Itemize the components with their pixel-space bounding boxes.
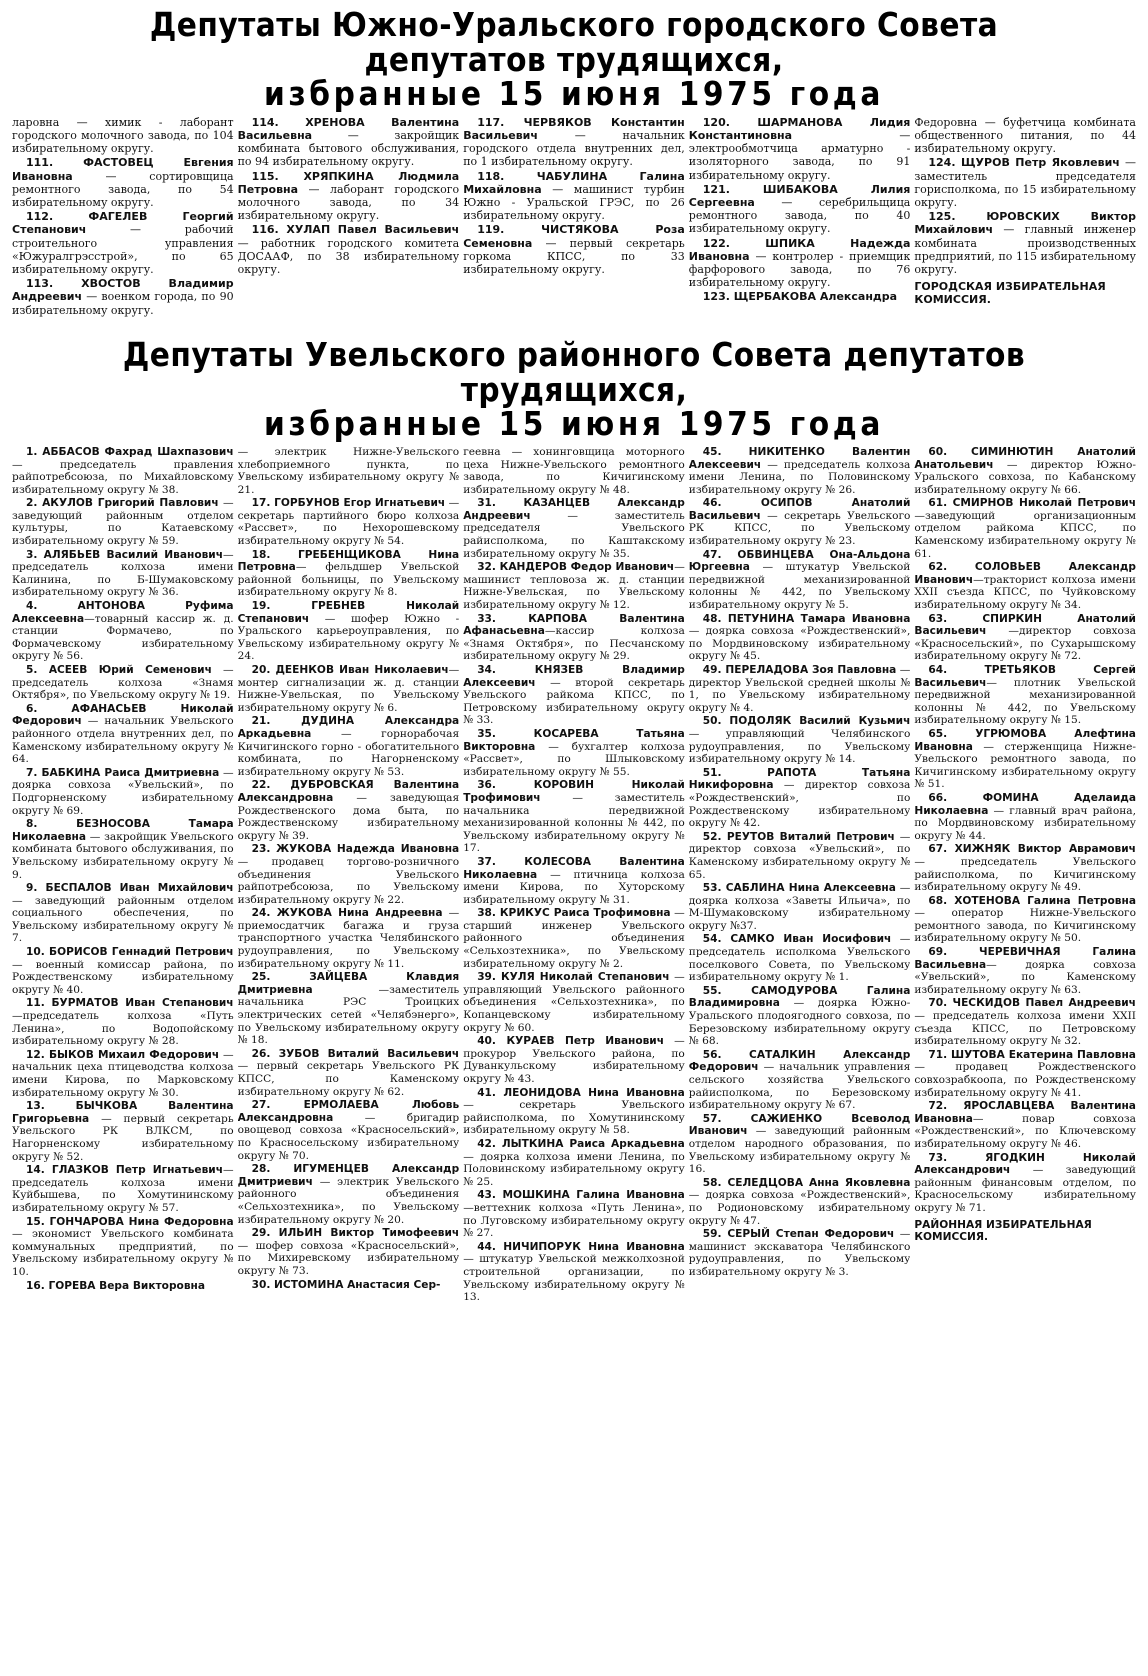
entry-continuation: — электрик Нижне-Увельского хлебоприемного пункта, по Увельскому избирательному округу № 21. [237, 445, 460, 496]
deputy-entry [914, 895, 1136, 945]
city-council-title-line2: избранные 15 июня 1975 года [264, 74, 884, 114]
deputy-description: — машинист турбин Южно - Уральской ГРЭС, по 26 избирательному округу. [463, 182, 685, 223]
deputy-entry [689, 183, 911, 236]
deputy-name: 58. СЕЛЕДЦОВА Анна Яковлевна [702, 1176, 911, 1189]
deputy-name: 39. КУЛЯ Николай Степанович [477, 971, 670, 984]
deputy-entry [463, 223, 685, 276]
deputy-description: — закройщик комбината бытового обслуживания, по 94 избирательному округу. [237, 129, 460, 169]
deputy-name: 68. ХОТЕНОВА Галина Петровна [928, 894, 1136, 907]
deputy-description: — бухгалтер колхоза «Рассвет», по Шлыковскому избирательному округу № 55. [463, 740, 685, 778]
deputy-entry [12, 1049, 234, 1099]
deputy-description: —кассир колхоза «Знамя Октября», по Песчанскому избирательному округу № 29. [463, 625, 685, 663]
deputy-name: 14. ГЛАЗКОВ Петр Игнатьевич [26, 1164, 223, 1177]
deputy-entry [914, 792, 1136, 842]
entry-continuation: Федоровна — буфетчица комбината общественного питания, по 44 избирательному округу. [914, 115, 1136, 156]
city-council-title-line1: Депутаты Южно-Уральского городского Совета депутатов трудящихся, [149, 5, 999, 79]
deputy-description: — директор Увельской средней школы № 1, по Увельскому избирательному округу № 4. [688, 664, 911, 714]
deputy-name: 62. СОЛОВЬЕВ Александр Иванович [914, 561, 1136, 586]
deputy-description: — заместитель начальника передвижной механизированной колонны № 442, по Увельскому избирательному округу № 17. [463, 791, 685, 855]
deputy-description: — начальник управления сельского хозяйства Увельского райисполкома, по Березовскому избирательному округу № 67. [688, 1061, 911, 1112]
deputy-name: 25. ЗАЙЦЕВА Клавдия Дмитриевна [237, 971, 460, 996]
deputy-name: 71. ШУТОВА Екатерина Павловна [928, 1048, 1136, 1061]
deputy-name: 121. ШИБАКОВА Лилия Сергеевна [688, 182, 911, 210]
deputy-entry [914, 1152, 1136, 1215]
deputy-entry [12, 277, 234, 317]
deputy-entry [463, 1189, 685, 1239]
deputy-description: —монтер сигнализации ж. д. станции Нижне-Увельская, по Увельскому избирательному округу № 6. [237, 664, 460, 714]
text-column [914, 116, 1136, 351]
deputy-name: 23. ЖУКОВА Надежда Ивановна [251, 843, 460, 856]
deputy-entry [12, 210, 234, 276]
deputy-description: — военком города, по 90 избирательному округу. [12, 290, 234, 317]
deputy-entry [463, 971, 685, 1034]
deputy-name: 72. ЯРОСЛАВЦЕВА Валентина Ивановна [914, 1100, 1136, 1125]
deputy-name: 67. ХИЖНЯК Виктор Аврамович [928, 843, 1136, 856]
deputy-name: 52. РЕУТОВ Виталий Петрович [702, 830, 895, 843]
deputy-entry [12, 549, 234, 599]
deputy-name: 33. КАРПОВА Валентина Афанасьевна [463, 612, 685, 638]
deputy-name: 114. ХРЕНОВА Валентина Васильевна [237, 115, 460, 143]
deputy-description: —заместитель начальника РЭС Троицких электрических сетей «Челябэнерго», по Увельскому избирательному округу № 18. [237, 983, 460, 1047]
deputy-name: 73. ЯГОДКИН Николай Александрович [914, 1151, 1136, 1177]
deputy-description: — заведующий районным отделом народного образования, по Увельскому избирательному округу № 16. [688, 1125, 911, 1176]
deputy-name: 18. ГРЕБЕНЩИКОВА Нина Петровна [237, 548, 460, 574]
deputy-entry [238, 600, 460, 663]
deputy-description: — директор Южно-Уральского совхоза, по Кабанскому избирательному округу № 66. [914, 458, 1136, 496]
deputy-entry [12, 767, 234, 817]
deputy-name: 51. РАПОТА Татьяна Никифоровна [688, 766, 911, 792]
text-column [463, 446, 685, 1676]
deputy-entry [914, 1049, 1136, 1099]
deputy-description: — стерженщица Нижне-Увельского ремонтного завода, по Кичигинскому избирательному округу № 51. [914, 740, 1136, 791]
deputy-description: — шофер Южно - Уральского карьероуправления, по Увельскому избирательному округу № 24. [237, 612, 460, 663]
deputy-description: — заведующий районным отделом социального обеспечения, по Увельскому избирательному округу № 7. [12, 894, 234, 945]
commission-signature: РАЙОННАЯ ИЗБИРАТЕЛЬНАЯ КОМИССИЯ. [914, 1218, 1092, 1244]
deputy-entry [914, 997, 1136, 1047]
deputy-name: 57. САЖИЕНКО Всеволод Иванович [688, 1112, 911, 1138]
deputy-description: — сортировщица ремонтного завода, по 54 избирательному округу. [12, 169, 234, 210]
deputy-entry [689, 1177, 911, 1227]
deputy-entry [689, 290, 911, 303]
deputy-entry [689, 1228, 911, 1278]
deputy-name: 118. ЧАБУЛИНА Галина Михайловна [463, 169, 685, 196]
deputy-description: — первый секретарь Увельского РК ВЛКСМ, по Нагорненскому избирательному округу № 52. [12, 1112, 234, 1163]
deputy-description: — прокурор Увельского района, по Дуванкульскому избирательному округу № 43. [463, 1035, 685, 1086]
deputy-description: — главный инженер комбината производственных предприятий, по 115 избирательному округу. [914, 223, 1136, 276]
deputy-entry [463, 664, 685, 727]
deputy-name: 69. ЧЕРЕВИЧНАЯ Галина Васильевна [914, 946, 1136, 971]
deputy-name: 37. КОЛЕСОВА Валентина Николаевна [463, 855, 685, 881]
deputy-name: 1. АББАСОВ Фахрад Шахпазович [26, 445, 234, 458]
deputy-name: 42. ЛЫТКИНА Раиса Аркадьевна [477, 1137, 685, 1150]
deputy-name: 8. БЕЗНОСОВА Тамара Николаевна [12, 818, 234, 843]
deputy-name: 70. ЧЕСКИДОВ Павел Андреевич [928, 997, 1136, 1010]
deputy-entry [238, 779, 460, 842]
deputy-entry [463, 116, 685, 169]
deputy-description: — электрообмотчица арматурно - изоляторного завода, по 91 избирательному округу. [688, 129, 911, 182]
deputy-entry [238, 170, 460, 223]
text-column [238, 116, 460, 351]
deputy-description: — доярка колхоза «Заветы Ильича», по М-Шумаковскому избирательному округу №37. [688, 882, 911, 932]
deputy-name: 122. ШПИКА Надежда Ивановна [688, 236, 911, 263]
deputy-name: 65. УГРЮМОВА Алефтина Ивановна [914, 727, 1136, 753]
deputy-name: 60. СИМИНЮТИН Анатолий Анатольевич [914, 445, 1136, 471]
deputy-description: — закройщик Увельского комбината бытового обслуживания, по Увельскому избирательному округу № 9. [12, 830, 234, 881]
district-council-section [12, 335, 1136, 1676]
deputy-name: 2. АКУЛОВ Григорий Павлович [26, 497, 219, 510]
deputy-name: 50. ПОДОЛЯК Василий Кузьмич [702, 715, 911, 728]
deputy-description: — первый секретарь горкома КПСС, по 33 избирательному округу. [463, 236, 685, 276]
deputy-entry [12, 600, 234, 663]
deputy-description: — экономист Увельского комбината коммунальных предприятий, по Увельскому избирательному округу № 10. [12, 1228, 234, 1278]
deputy-name: 56. САТАЛКИН Александр Федорович [688, 1048, 911, 1074]
deputy-entry [12, 703, 234, 766]
deputy-name: 53. САБЛИНА Нина Алексеевна [702, 882, 896, 895]
text-column [689, 446, 911, 1676]
deputy-description: — фельдшер Увельской районной больницы, по Увельскому избирательному округу № 8. [237, 561, 460, 599]
deputy-description: — заведующий районным отделом культуры, по Катаевскому избирательному округу № 59. [12, 497, 234, 548]
deputy-entry [463, 856, 685, 906]
deputy-entry [689, 613, 911, 663]
city-council-columns [12, 116, 1136, 351]
deputy-description: —машинист тепловоза ж. д. станции Нижне-Увельская, по Увельскому избирательному округу № 12. [463, 561, 685, 612]
deputy-entry [689, 549, 911, 612]
deputy-entry [914, 156, 1136, 209]
deputy-name: 15. ГОНЧАРОВА Нина Федоровна [26, 1215, 234, 1228]
deputy-description: — начальник Увельского районного отдела внутренних дел, по Каменскому избирательному округу № 64. [12, 715, 234, 766]
entry-continuation: ларовна — химик - лаборант городского молочного завода, по 104 избирательному округу. [12, 115, 234, 156]
deputy-description: — доярка Южно-Уральского плодоягодного совхоза, по Березовскому избирательному округу № 68. [688, 997, 911, 1048]
deputy-description: —директор совхоза «Красносельский», по Сухарышскому избирательному округу № 72. [914, 625, 1136, 663]
deputy-entry [12, 946, 234, 996]
deputy-name: 21. ДУДИНА Александра Аркадьевна [237, 715, 460, 740]
deputy-entry [463, 1035, 685, 1085]
deputy-entry [238, 715, 460, 778]
deputy-description: — повар совхоза «Рождественский», по Ключевскому избирательному округу № 46. [914, 1112, 1136, 1150]
deputy-description: —товарный кассир ж. д. станции Формачево, по Формачевскому избирательному округу № 56. [12, 612, 234, 663]
deputy-name: 49. ПЕРЕЛАДОВА Зоя Павловна [702, 664, 897, 677]
deputy-name: 31. КАЗАНЦЕВ Александр Андреевич [463, 497, 685, 522]
deputy-description: — секретарь Увельского райисполкома, по Хомутининскому избирательному округу № 58. [463, 1099, 685, 1137]
deputy-entry [914, 561, 1136, 611]
deputy-entry [12, 997, 234, 1047]
deputy-entry [12, 882, 234, 945]
deputy-entry [689, 1113, 911, 1176]
deputy-entry [914, 613, 1136, 663]
deputy-description: — управляющий Челябинского рудоуправления, по Увельскому избирательному округу № 14. [688, 727, 911, 766]
deputy-name: 17. ГОРБУНОВ Егор Игнатьевич [251, 497, 446, 510]
deputy-description: —председатель колхоза «Путь Ленина», по Водопойскому избирательному округу № 28. [12, 1010, 234, 1048]
deputy-description: — доярка совхоза «Увельский», по Подгорненскому избирательному округу № 69. [12, 766, 234, 817]
deputy-entry [689, 116, 911, 182]
deputy-name: 55. САМОДУРОВА Галина Владимировна [688, 984, 911, 1010]
deputy-name: 120. ШАРМАНОВА Лидия Константиновна [688, 115, 911, 143]
deputy-entry [914, 497, 1136, 560]
deputy-description: —заместитель председателя горисполкома, по 15 избирательному округу. [914, 156, 1136, 210]
city-council-section [12, 5, 1136, 351]
deputy-description: — доярка колхоза имени Ленина, по Половинскому избирательному округу № 25. [463, 1150, 685, 1188]
deputy-entry [914, 446, 1136, 496]
deputy-name: 115. ХРЯПКИНА Людмила Петровна [237, 169, 460, 196]
deputy-name: 63. СПИРКИН Анатолий Васильевич [914, 612, 1136, 638]
deputy-description: — контролер - приемщик фарфорового завода, по 76 избирательному округу. [688, 249, 911, 290]
deputy-name: 125. ЮРОВСКИХ Виктор Михайлович [914, 210, 1136, 237]
deputy-name: 44. НИЧИПОРУК Нина Ивановна [477, 1240, 685, 1253]
deputy-name: 111. ФАСТОВЕЦ Евгения Ивановна [12, 156, 234, 183]
deputy-entry [914, 843, 1136, 893]
deputy-name: 61. СМИРНОВ Николай Петрович [928, 497, 1136, 510]
text-column [12, 116, 234, 351]
deputy-description: — горнорабочая Кичигинского горно - обогатительного комбината, по Нагорненскому избирательному округу № 53. [237, 727, 460, 778]
deputy-name: 24. ЖУКОВА Нина Андреевна [251, 907, 443, 920]
deputy-description: — начальник городского отдела внутренних дел, по 1 избирательному округу. [463, 129, 685, 169]
deputy-description: —управляющий Увельского районного объединения «Сельхозтехника», по Копанцевскому избирательному округу № 60. [463, 971, 685, 1034]
deputy-description: — председатель колхоза имени Калинина, по Б-Шумаковскому избирательному округу № 36. [12, 548, 234, 599]
deputy-name: 28. ИГУМЕНЦЕВ Александр Дмитриевич [237, 1163, 460, 1188]
deputy-name: 26. ЗУБОВ Виталий Васильевич [251, 1047, 460, 1060]
deputy-description: — заведующий районным финансовым отделом, по Красносельскому избирательному округу № 71. [914, 1164, 1136, 1214]
deputy-name: 35. КОСАРЕВА Татьяна Викторовна [463, 727, 685, 753]
deputy-name: 64. ТРЕТЬЯКОВ Сергей Васильевич [914, 664, 1136, 689]
deputy-entry [12, 818, 234, 881]
deputy-name: 5. АСЕЕВ Юрий Семенович [26, 664, 212, 677]
deputy-description: —приемосдатчик багажа и груза транспортного участка Челябинского рудоуправления, по Увельскому избирательному округу № 11. [237, 907, 460, 970]
deputy-entry [12, 156, 234, 209]
deputy-entry [689, 497, 911, 547]
deputy-description: — секретарь Увельского РК КПСС, по Увельскому избирательному округу № 23. [688, 509, 911, 548]
deputy-description: — председатель Увельского райисполкома, по Кичигинскому избирательному округу № 49. [914, 855, 1136, 894]
deputy-name: 12. БЫКОВ Михаил Федорович [26, 1048, 220, 1061]
deputy-name: 9. БЕСПАЛОВ Иван Михайлович [26, 882, 234, 895]
deputy-description: — продавец Рождественского совхозрабкоопа, по Рождественскому избирательному округу № 41. [914, 1061, 1136, 1099]
text-column [238, 446, 460, 1676]
deputy-description: — председатель правления райпотребсоюза, по Михайловскому избирательному округу № 38. [12, 458, 234, 496]
deputy-name: 30. ИСТОМИНА Анастасия Сер- [251, 1278, 441, 1291]
deputy-entry [463, 613, 685, 663]
deputy-description: —тракторист колхоза имени XXII съезда КПСС, по Чуйковскому избирательному округу № 34. [914, 573, 1136, 612]
deputy-name: 124. ЩУРОВ Петр Яковлевич [928, 156, 1120, 170]
deputy-description: — рабочий строительного управления «Южуралгрэсстрой», по 65 избирательному округу. [12, 223, 234, 276]
deputy-description: —веттехник колхоза «Путь Ленина», по Луговскому избирательному округу № 27. [463, 1201, 685, 1240]
text-column [689, 116, 911, 351]
deputy-name: 43. МОШКИНА Галина Ивановна [477, 1189, 685, 1202]
commission-signature: ГОРОДСКАЯ ИЗБИРАТЕЛЬНАЯ КОМИССИЯ. [914, 280, 1106, 307]
deputy-entry [689, 882, 911, 932]
deputy-description: — председатель колхоза имени XXII съезда КПСС, по Петровскому избирательному округу № 32. [914, 1010, 1136, 1048]
deputy-entry [238, 1279, 460, 1292]
deputy-name: 13. БЫЧКОВА Валентина Григорьевна [12, 1100, 234, 1125]
deputy-description: —заведующий организационным отделом райкома КПСС, по Каменскому избирательному округу № 61. [914, 509, 1136, 560]
deputy-name: 19. ГРЕБНЕВ Николай Степанович [237, 600, 460, 625]
deputy-description: — главный врач района, по Мордвиновскому избирательному округу № 44. [914, 804, 1136, 842]
deputy-entry [463, 497, 685, 560]
deputy-entry [463, 1138, 685, 1188]
deputy-name: 29. ИЛЬИН Виктор Тимофеевич [251, 1227, 460, 1240]
deputy-entry [463, 907, 685, 970]
deputy-entry [12, 664, 234, 702]
deputy-description: — штукатур Увельской межколхозной строительной организации, по Увельскому избирательному округу № 13. [463, 1253, 685, 1304]
deputy-entry [914, 1100, 1136, 1150]
deputy-entry [238, 907, 460, 970]
deputy-entry [914, 210, 1136, 276]
deputy-entry [238, 1163, 460, 1226]
deputy-entry [463, 1241, 685, 1304]
deputy-name: 59. СЕРЫЙ Степан Федорович [702, 1228, 895, 1241]
deputy-description: — первый секретарь Увельского РК КПСС, по Каменскому избирательному округу № 62. [237, 1060, 460, 1098]
deputy-name: 112. ФАГЕЛЕВ Георгий Степанович [12, 210, 234, 237]
deputy-name: 20. ДЕЕНКОВ Иван Николаевич [251, 664, 449, 677]
deputy-name: 38. КРИКУС Раиса Трофимовна [477, 907, 671, 920]
deputy-name: 48. ПЕТУНИНА Тамара Ивановна [702, 612, 911, 625]
deputy-description: — начальник цеха птицеводства колхоза имени Кирова, по Марковскому избирательному округу № 30. [12, 1048, 234, 1099]
deputy-name: 6. АФАНАСЬЕВ Николай Федорович [12, 702, 234, 728]
deputy-entry [689, 715, 911, 765]
deputy-name: 66. ФОМИНА Аделаида Николаевна [914, 791, 1136, 817]
deputy-entry [463, 779, 685, 855]
deputy-description: — серебрильщица ремонтного завода, по 40 избирательному округу. [688, 196, 911, 236]
deputy-description: — военный комиссар района, по Рождественскому избирательному округу № 40. [12, 958, 234, 996]
deputy-entry [12, 1100, 234, 1163]
deputy-entry [238, 843, 460, 906]
deputy-entry [463, 1087, 685, 1137]
deputy-description: — директор совхоза «Увельский», по Каменскому избирательному округу № 65. [688, 830, 911, 881]
deputy-name: 3. АЛЯБЬЕВ Василий Иванович [26, 548, 223, 561]
deputy-entry [689, 985, 911, 1048]
deputy-description: — работник городского комитета ДОСААФ, по 38 избирательному округу. [237, 236, 460, 276]
deputy-name: 32. КАНДЕРОВ Федор Иванович [477, 561, 675, 574]
deputy-name: 113. ХВОСТОВ Владимир Андреевич [12, 277, 234, 304]
deputy-name: 27. ЕРМОЛАЕВА Любовь Александровна [237, 1099, 460, 1124]
deputy-description: — птичница колхоза имени Кирова, по Хуторскому избирательному округу № 31. [463, 868, 685, 906]
deputy-name: 119. ЧИСТЯКОВА Роза Семеновна [463, 223, 685, 250]
deputy-description: — штукатур Увельской передвижной механизированной колонны № 442, по Увельскому избирательному округу № 5. [688, 561, 911, 612]
deputy-name: 54. САМКО Иван Иосифович [702, 933, 892, 946]
deputy-description: — лаборант городского молочного завода, по 34 избирательному округу. [237, 182, 460, 223]
deputy-description: — директор совхоза «Рождественский», по Рождественскому избирательному округу № 42. [688, 779, 911, 830]
deputy-name: 7. БАБКИНА Раиса Дмитриевна [26, 766, 220, 779]
deputy-entry [689, 237, 911, 290]
deputy-description: — второй секретарь Увельского райкома КПСС, по Петровскому избирательному округу № 33. [463, 676, 685, 727]
deputy-entry [914, 728, 1136, 791]
deputy-entry [12, 446, 234, 496]
deputy-entry [12, 1164, 234, 1214]
deputy-entry [689, 767, 911, 830]
deputy-description: — оператор Нижне-Увельского ремонтного завода, по Кичигинскому избирательному округу № 50. [914, 907, 1136, 945]
deputy-name: 117. ЧЕРВЯКОВ Константин Васильевич [463, 115, 685, 143]
text-column [463, 116, 685, 351]
deputy-name: 4. АНТОНОВА Руфима Алексеевна [12, 600, 234, 625]
deputy-entry [238, 116, 460, 169]
deputy-entry [238, 664, 460, 714]
deputy-entry [463, 170, 685, 223]
deputy-entry [238, 1227, 460, 1277]
deputy-description: — доярка совхоза «Увельский», по Каменскому избирательному округу № 63. [914, 958, 1136, 996]
text-column [12, 446, 234, 1676]
deputy-entry [238, 1099, 460, 1162]
deputy-entry [238, 971, 460, 1047]
deputy-description: —машинист экскаватора Челябинского рудоуправления, по Увельскому избирательному округу № 3. [688, 1228, 911, 1278]
deputy-entry [12, 1280, 234, 1293]
deputy-entry [238, 223, 460, 276]
deputy-description: — заместитель председателя Увельского райисполкома, по Каштакскому избирательному округу № 35. [463, 509, 685, 560]
deputy-name: 123. ЩЕРБАКОВА Александра [702, 290, 898, 304]
text-column [914, 446, 1136, 1676]
deputy-description: — плотник Увельской передвижной механизированной колонны № 442, по Увельскому избирательному округу № 15. [914, 676, 1136, 727]
deputy-entry [689, 664, 911, 714]
deputy-name: 11. БУРМАТОВ Иван Степанович [26, 997, 234, 1010]
deputy-name: 41. ЛЕОНИДОВА Нина Ивановна [477, 1086, 685, 1099]
deputy-name: 46. ОСИПОВ Анатолий Васильевич [688, 497, 911, 522]
deputy-entry [914, 664, 1136, 727]
deputy-entry [12, 497, 234, 547]
deputy-description: —секретарь партийного бюро колхоза «Рассвет», по Нехорошевскому избирательному округу № 54. [237, 497, 460, 548]
deputy-entry [463, 561, 685, 611]
deputy-description: — председатель колхоза «Знамя Октября», по Увельскому округу № 19. [12, 664, 234, 702]
deputy-entry [12, 1216, 234, 1279]
deputy-description: —председатель исполкома Увельского поселкового Совета, по Увельскому избирательному округу № 1. [688, 933, 911, 984]
deputy-description: — доярка совхоза «Рождественский», по Родионовскому избирательному округу № 47. [688, 1189, 911, 1227]
deputy-description: — заведующая Рождественского дома быта, по Рождественскому избирательному округу № 39. [237, 791, 460, 842]
deputy-description: — председатель колхоза имени Ленина, по Половинскому избирательному округу № 26. [688, 458, 911, 496]
deputy-name: 45. НИКИТЕНКО Валентин Алексеевич [688, 445, 911, 471]
district-council-columns [12, 446, 1136, 1676]
deputy-description: — старший инженер Увельского районного объединения «Сельхозтехника», по Увельскому избирательному округу № 2. [463, 907, 685, 970]
deputy-description: — продавец торгово-розничного объединения Увельского райпотребсоюза, по Увельскому избирательному округу № 22. [237, 855, 460, 906]
deputy-description: — шофер совхоза «Красносельский», по Михиревскому избирательному округу № 73. [237, 1239, 460, 1277]
deputy-description: —председатель колхоза имени Куйбышева, по Хомутининскому избирательному округу № 57. [12, 1164, 234, 1214]
deputy-entry [689, 933, 911, 983]
district-council-title-line2: избранные 15 июня 1975 года [264, 404, 884, 444]
deputy-name: 16. ГОРЕВА Вера Викторовна [26, 1279, 205, 1292]
deputy-entry [238, 1048, 460, 1098]
deputy-name: 34. КНЯЗЕВ Владимир Алексеевич [463, 664, 685, 689]
deputy-name: 40. КУРАЕВ Петр Иванович [477, 1035, 665, 1048]
deputy-entry [689, 831, 911, 881]
deputy-description: — электрик Увельского районного объединения «Сельхозтехника», по Увельскому избирательному округу № 20. [237, 1175, 460, 1226]
deputy-description: — доярка совхоза «Рождественский», по Мордвиновскому избирательному округу № 45. [688, 625, 911, 663]
deputy-entry [238, 497, 460, 547]
deputy-entry [689, 446, 911, 496]
deputy-description: — бригадир овощевод совхоза «Красносельский», по Красносельскому избирательному округу № 70. [237, 1111, 460, 1162]
deputy-entry [914, 946, 1136, 996]
deputy-name: 47. ОБВИНЦЕВА Она-Альдона Юргеевна [688, 548, 911, 574]
entry-continuation: геевна — хонинговщица моторного цеха Нижне-Увельского ремонтного завода, по Кичигинскому избирательному округу № 48. [463, 445, 685, 496]
deputy-entry [689, 1049, 911, 1112]
district-council-title-line1: Депутаты Увельского районного Совета депутатов трудящихся, [122, 335, 1026, 409]
deputy-name: 116. ХУЛАП Павел Васильевич [251, 223, 460, 237]
deputy-entry [463, 728, 685, 778]
deputy-name: 10. БОРИСОВ Геннадий Петрович [26, 946, 234, 959]
deputy-name: 36. КОРОВИН Николай Трофимович [463, 779, 685, 804]
deputy-name: 22. ДУБРОВСКАЯ Валентина Александровна [237, 779, 460, 804]
deputy-entry [238, 549, 460, 599]
